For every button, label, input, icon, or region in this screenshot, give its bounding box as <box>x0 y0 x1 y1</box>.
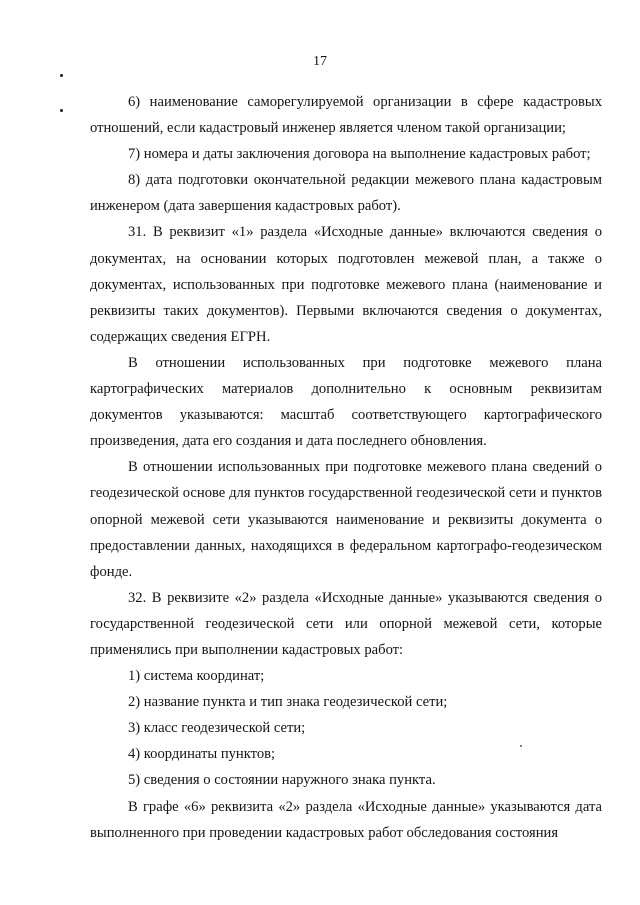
paragraph-cartographic-materials: В отношении использованных при подготовке межевого плана картографических материалов дополнительно к основным реквизитам документов указываются: масштаб соответствующего картографического произведения, дата его создания и дата последнего обновления. <box>90 354 602 450</box>
list-item-network-class: 3) класс геодезической сети; <box>128 720 306 737</box>
scan-speck <box>60 74 63 77</box>
paragraph-clause-32: 32. В реквизите «2» раздела «Исходные данные» указываются сведения о государственной геодезической сети или опорной межевой сети, которые применялись при выполнении кадастровых работ: <box>90 589 602 658</box>
document-body <box>90 89 602 846</box>
list-item-sign-condition: 5) сведения о состоянии наружного знака пункта. <box>128 772 436 789</box>
list-item-point-name: 2) название пункта и тип знака геодезической сети; <box>128 694 448 711</box>
list-item-coordinates: 4) координаты пунктов; <box>128 746 276 763</box>
page-number: 17 <box>313 54 327 69</box>
paragraph-item-7: 7) номера и даты заключения договора на выполнение кадастровых работ; <box>128 146 591 163</box>
paragraph-clause-31: 31. В реквизит «1» раздела «Исходные данные» включаются сведения о документах, на основании которых подготовлен межевой план, а также о документах, использованных при подготовке межевого плана (наименование и реквизиты таких документов). Первыми включаются сведения о документах, содержащих сведения ЕГРН. <box>90 224 602 345</box>
paragraph-geodetic-basis: В отношении использованных при подготовке межевого плана сведений о геодезической основе для пунктов государственной геодезической сети и пунктов опорной межевой сети указываются наименование и реквизиты документа о предоставлении данных, находящихся в федеральном картографо-геодезическом фонде. <box>90 459 602 580</box>
scan-speck <box>60 109 63 112</box>
paragraph-column-6: В графе «6» реквизита «2» раздела «Исходные данные» указываются дата выполненного при проведении кадастровых работ обследования состояния <box>90 798 602 841</box>
list-item-coordinate-system: 1) система координат; <box>128 668 265 685</box>
paragraph-item-6: 6) наименование саморегулируемой организации в сфере кадастровых отношений, если кадастровый инженер является членом такой организации; <box>90 94 602 137</box>
paragraph-item-8: 8) дата подготовки окончательной редакции межевого плана кадастровым инженером (дата завершения кадастровых работ). <box>90 172 602 215</box>
